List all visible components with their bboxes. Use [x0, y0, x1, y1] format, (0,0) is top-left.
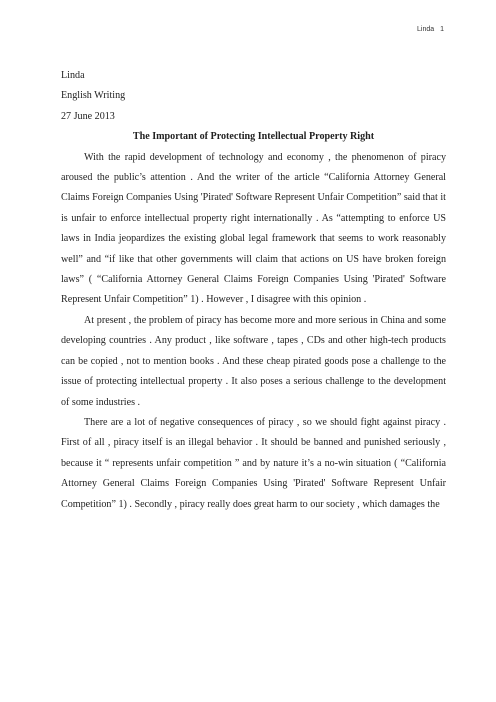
- paragraph-1: With the rapid development of technology and economy , the phenomenon of piracy aroused the public’s attention . And the writer of the article “California Attorney General Claims Foreign Companies Using 'Pirated' Software Represent Unfair Competition” said that it is unfair to enforce intellectual property right internationally . As “attempting to enforce US laws in India jeopardizes the existing global legal framework that seems to work reasonably well” and “if like that other governments will claim that actions on US have broken foreign laws” ( “California Attorney General Claims Foreign Companies Using 'Pirated' Software Represent Unfair Competition” 1) . However , I disagree with this opinion .: [61, 151, 446, 306]
- paragraph-3: There are a lot of negative consequences of piracy , so we should fight against piracy . First of all , piracy itself is an illegal behavior . It should be banned and punished seriously , because it “ represents unfair competition ” and by nature it’s a no-win situation ( “California Attorney General Claims Foreign Companies Using 'Pirated' Software Represent Unfair Competition” 1) . Secondly , piracy really does great harm to our society , which damages the: [61, 416, 446, 510]
- paragraph-2: At present , the problem of piracy has become more and more serious in China and some developing countries . Any product , like software , tapes , CDs and other high-tech products can be copied , not to mention books . And these cheap pirated goods pose a challenge to the issue of protecting intellectual property . It also poses a serious challenge to the development of some industries .: [61, 314, 446, 408]
- document-title: The Important of Protecting Intellectual Property Right: [132, 131, 375, 143]
- document-date: 27 June 2013: [61, 110, 115, 122]
- document-body: [61, 66, 446, 515]
- page-number: 1: [440, 26, 444, 33]
- header-author: Linda: [417, 26, 435, 33]
- course-name: English Writing: [61, 90, 126, 102]
- running-header: [417, 26, 444, 33]
- author-name: Linda: [61, 70, 85, 81]
